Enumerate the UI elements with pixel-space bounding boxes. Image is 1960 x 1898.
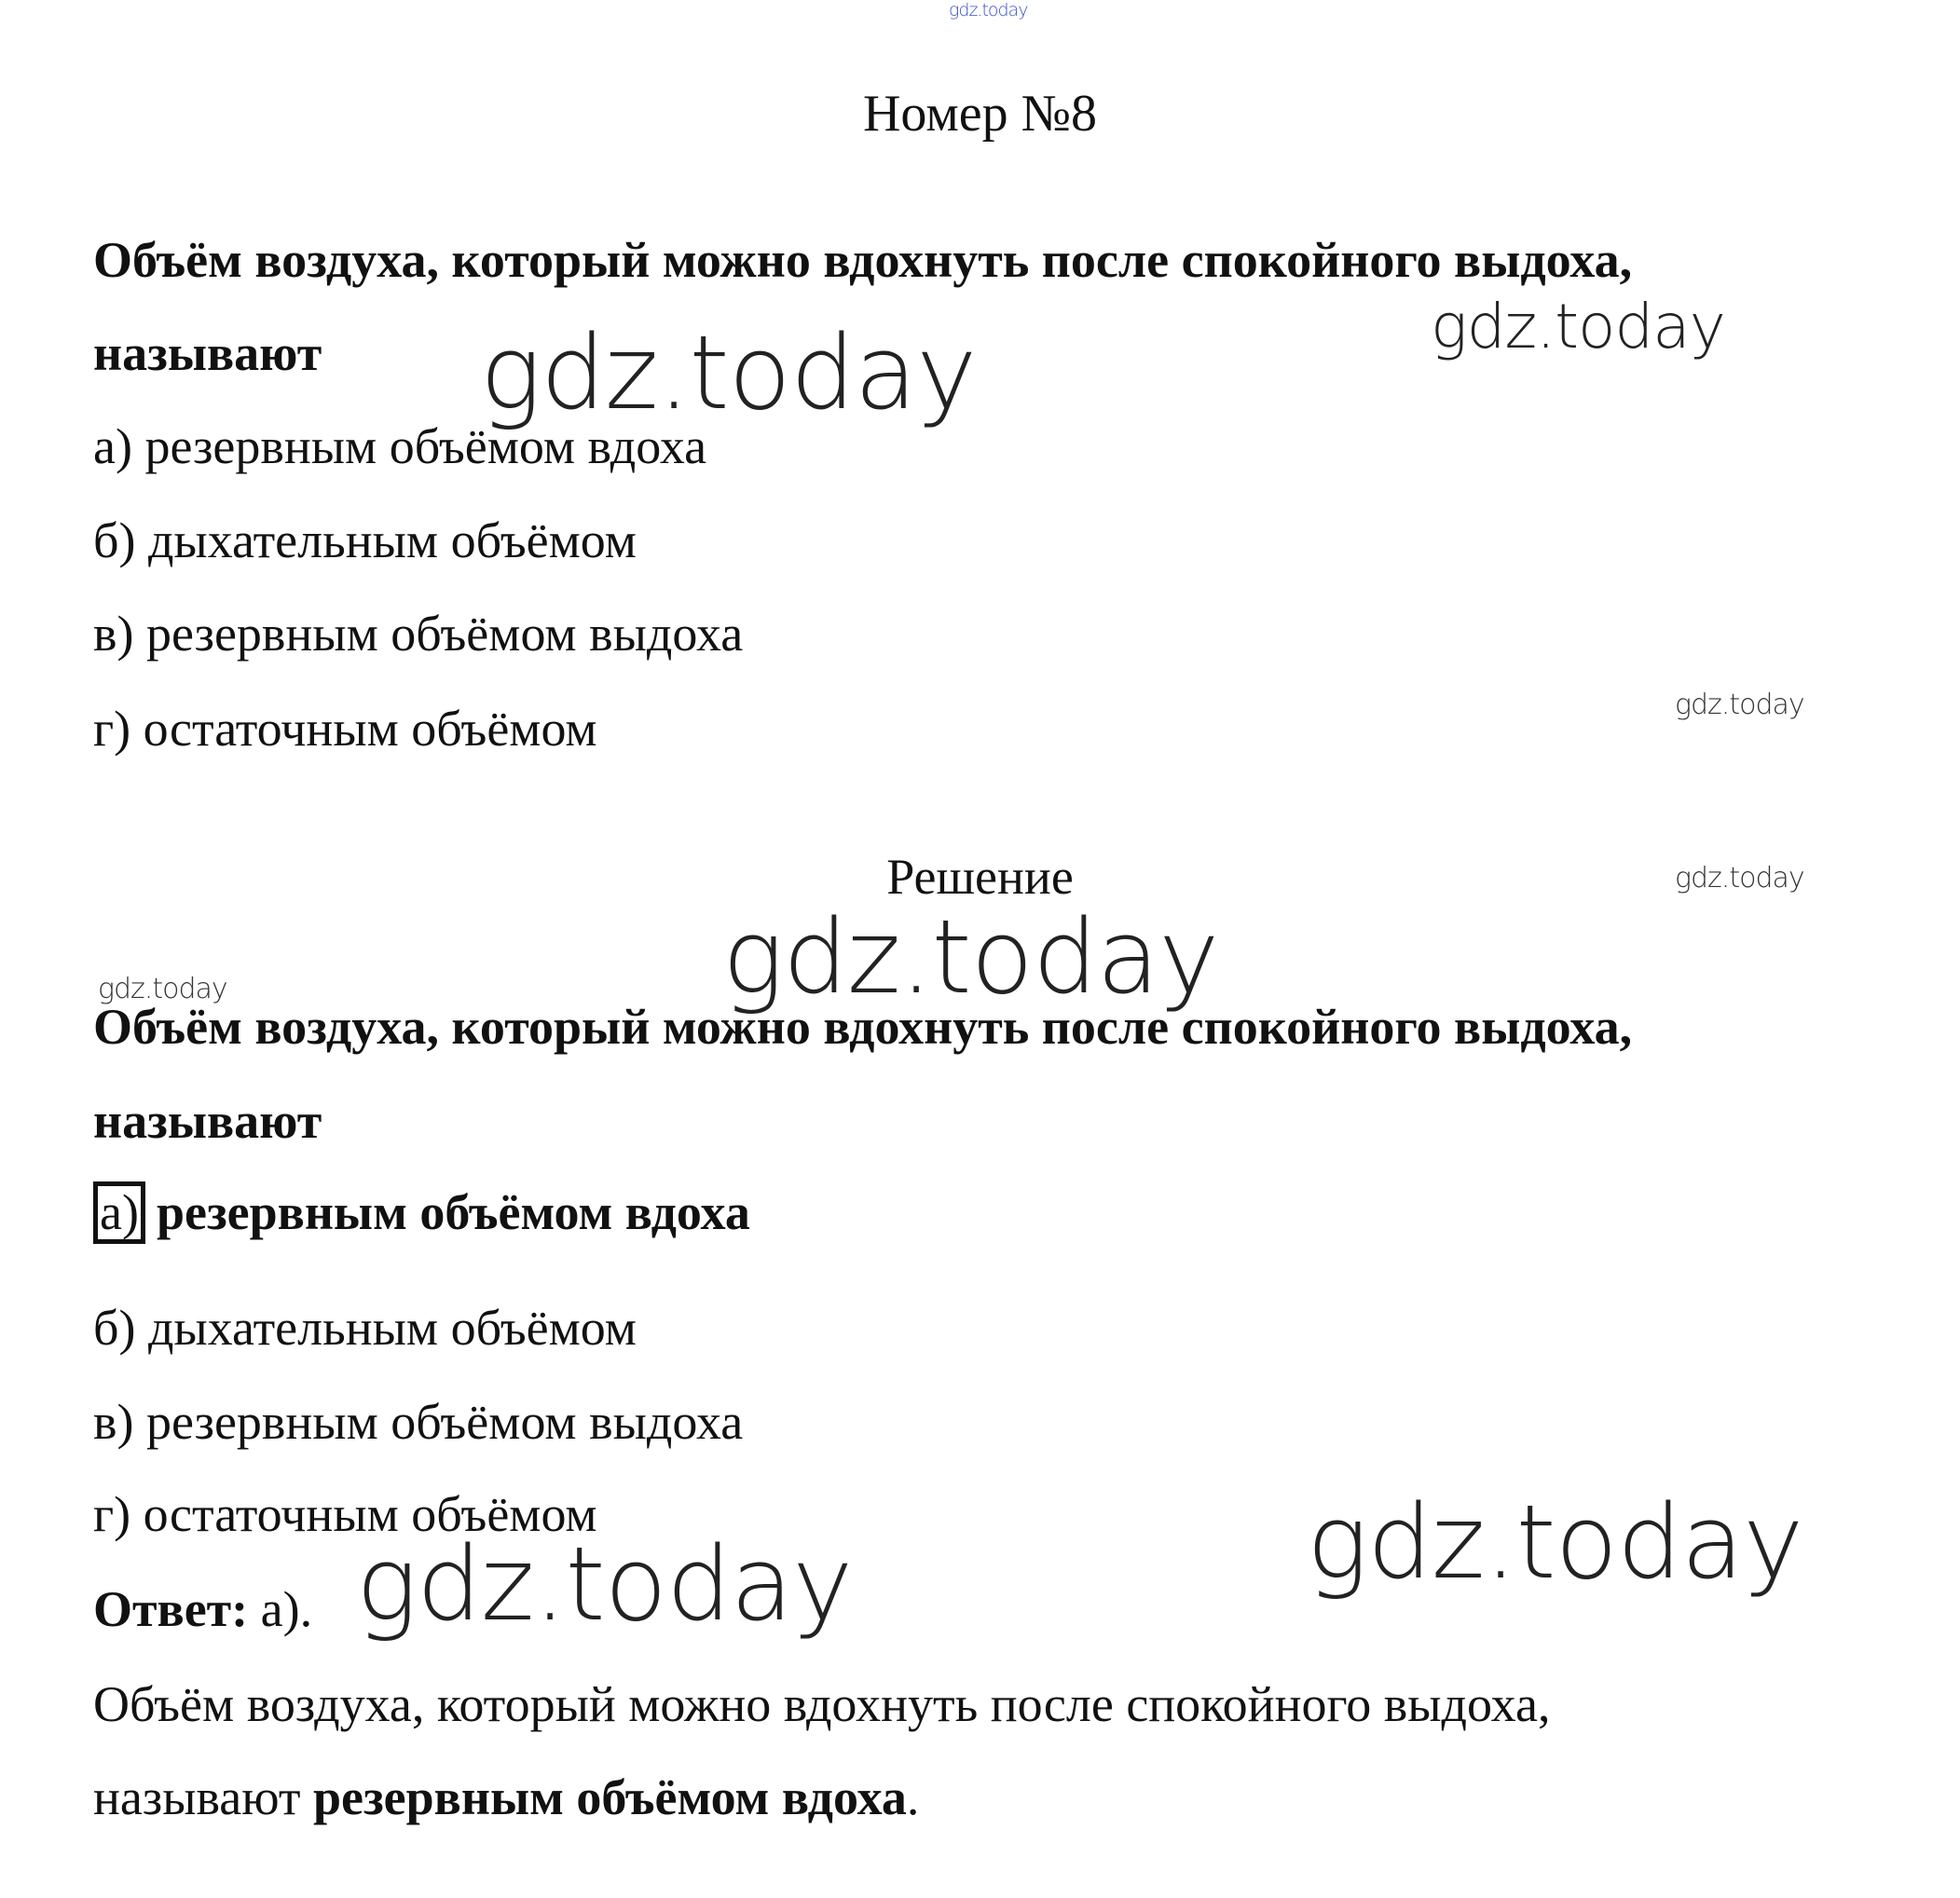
question-option-c: в) резервным объёмом выдоха bbox=[93, 606, 744, 662]
watermark-right-small-1: gdz.today bbox=[1675, 689, 1804, 721]
solution-option-b: б) дыхательным объёмом bbox=[93, 1300, 637, 1356]
answer-value: а). bbox=[260, 1581, 313, 1637]
answer-label: Ответ: bbox=[93, 1581, 249, 1637]
page-title: Номер №8 bbox=[862, 85, 1098, 143]
watermark-upper-right: gdz.today bbox=[1431, 291, 1725, 362]
explanation-line1: Объём воздуха, который можно вдохнуть после спокойного выдоха, bbox=[93, 1676, 1551, 1732]
watermark-upper-center: gdz.today bbox=[480, 313, 977, 432]
solution-heading: Решение bbox=[886, 849, 1074, 905]
solution-option-c: в) резервным объёмом выдоха bbox=[93, 1394, 744, 1450]
explanation-bold: резервным объёмом вдоха bbox=[312, 1769, 907, 1825]
question-option-a: а) резервным объёмом вдоха bbox=[93, 418, 707, 474]
question-prompt-line2: называют bbox=[93, 325, 322, 381]
watermark-lower-right: gdz.today bbox=[1307, 1482, 1803, 1602]
watermark-middle: gdz.today bbox=[722, 897, 1219, 1017]
solution-prompt-line2: называют bbox=[93, 1093, 322, 1149]
question-prompt-line1: Объём воздуха, который можно вдохнуть после спокойного выдоха, bbox=[93, 232, 1633, 288]
question-option-d: г) остаточным объёмом bbox=[93, 701, 597, 757]
watermark-lower-left: gdz.today bbox=[356, 1524, 853, 1644]
watermark-left-small: gdz.today bbox=[98, 973, 227, 1005]
solution-selected-option bbox=[93, 1181, 750, 1244]
explanation-suffix: . bbox=[906, 1769, 920, 1825]
selected-answer-box: а) bbox=[93, 1181, 145, 1244]
explanation-line2 bbox=[93, 1769, 920, 1825]
watermark-top: gdz.today bbox=[949, 0, 1028, 20]
watermark-right-small-2: gdz.today bbox=[1675, 862, 1804, 894]
solution-option-d: г) остаточным объёмом bbox=[93, 1486, 597, 1542]
selected-answer-text: резервным объёмом вдоха bbox=[156, 1184, 750, 1240]
question-option-b: б) дыхательным объёмом bbox=[93, 512, 637, 568]
solution-prompt-line1: Объём воздуха, который можно вдохнуть после спокойного выдоха, bbox=[93, 999, 1633, 1055]
explanation-prefix: называют bbox=[93, 1769, 301, 1825]
answer-line bbox=[93, 1581, 313, 1637]
